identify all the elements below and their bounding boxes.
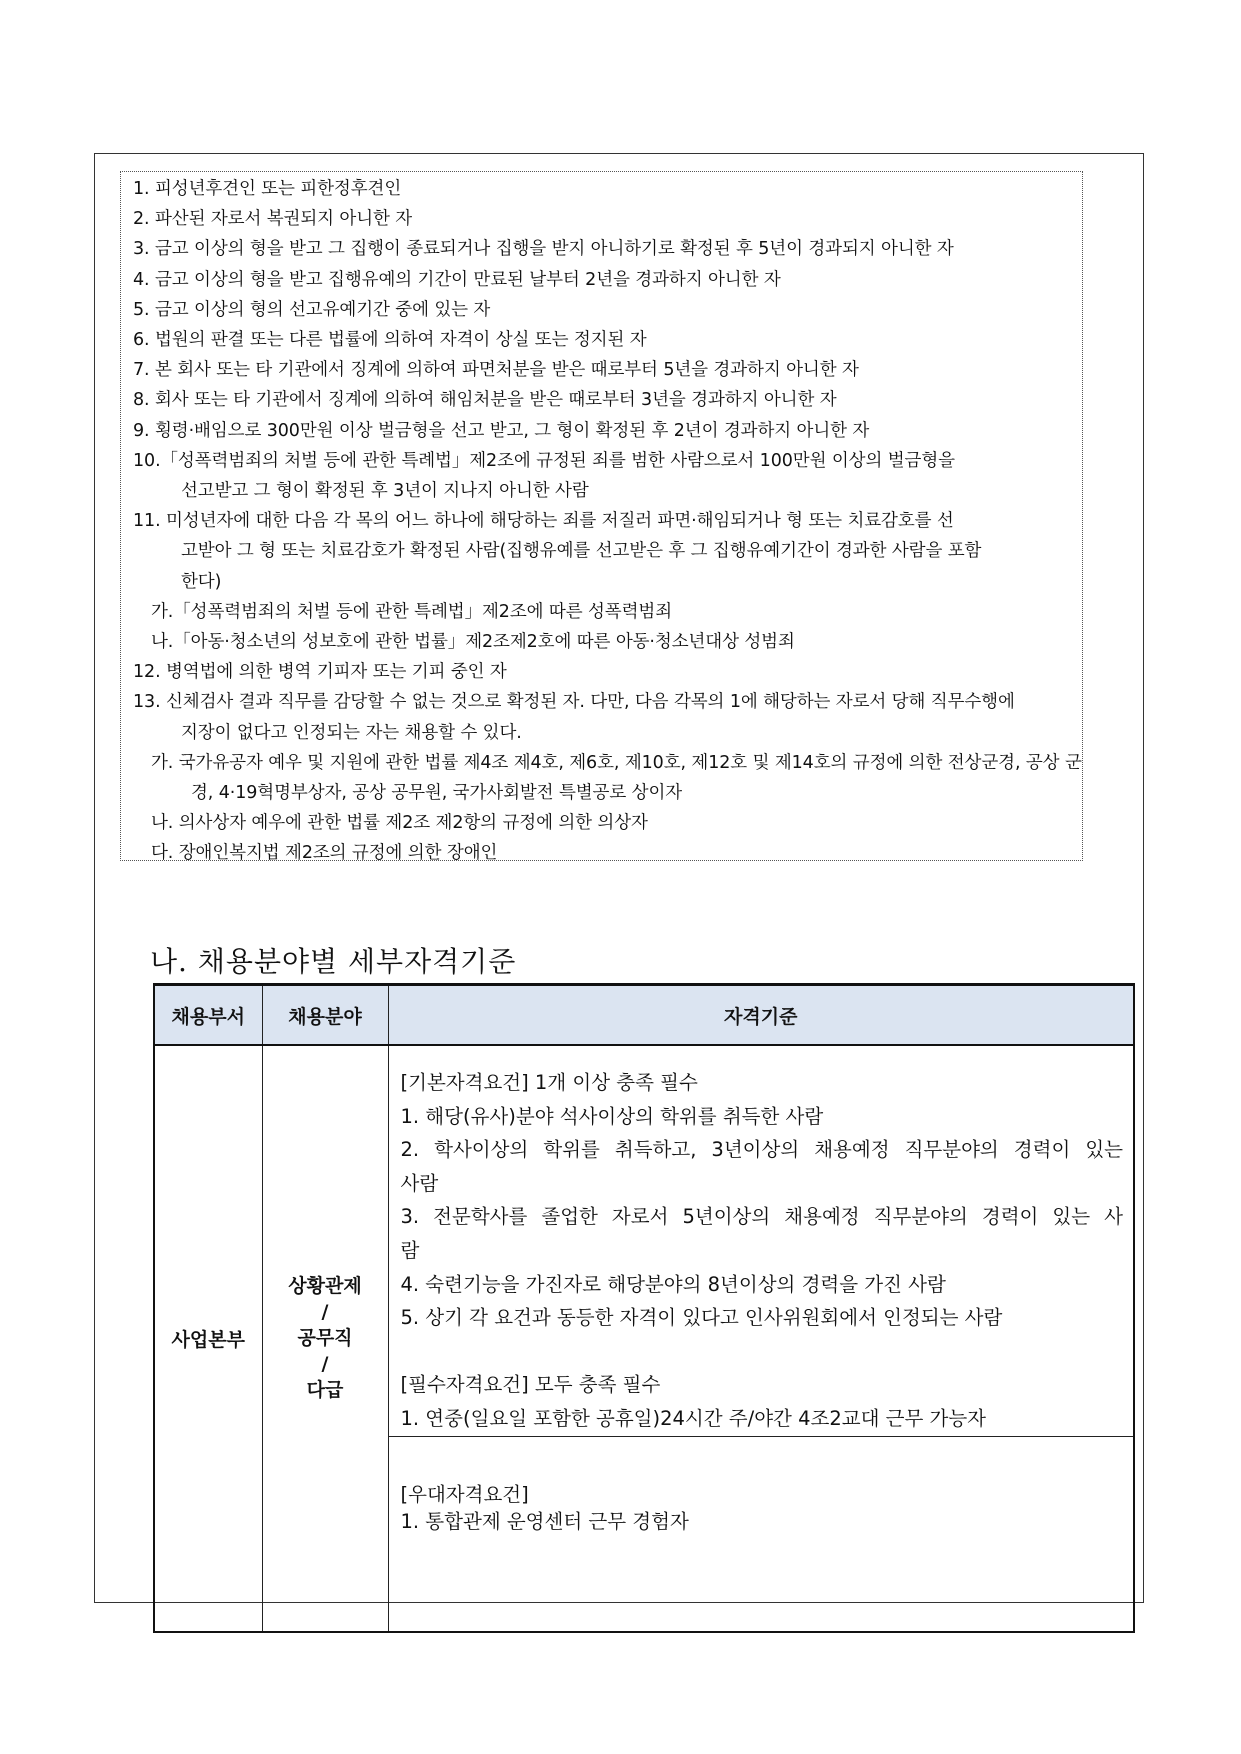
disqualification-line: 8. 회사 또는 타 기관에서 징계에 의하여 해임처분을 받은 때로부터 3년을 경과하지 아니한 자 [133, 390, 837, 411]
disqualification-line: 13. 신체검사 결과 직무를 감당할 수 없는 것으로 확정된 자. 다만, 다음 각목의 1에 해당하는 자로서 당해 직무수행에 [133, 692, 1015, 713]
disqualification-line: 가.「성폭력범죄의 처벌 등에 관한 특례법」제2조에 따른 성폭력범죄 [151, 601, 673, 622]
disqualification-line: 지장이 없다고 인정되는 자는 채용할 수 있다. [181, 722, 522, 743]
criteria-line: 1. 해당(유사)분야 석사이상의 학위를 취득한 사람 [400, 1104, 824, 1128]
basic-criteria-cell [388, 1045, 1134, 1436]
preferred-line: [우대자격요건] [400, 1482, 529, 1506]
disqualification-line: 1. 피성년후견인 또는 피한정후견인 [133, 179, 402, 199]
disqualification-line: 다. 장애인복지법 제2조의 규정에 의한 장애인 [151, 843, 498, 864]
disqualification-line: 3. 금고 이상의 형을 받고 그 집행이 종료되거나 집행을 받지 아니하기로 확정된 후 5년이 경과되지 아니한 자 [133, 239, 954, 260]
disqualification-line: 가. 국가유공자 예우 및 지원에 관한 법률 제4조 제4호, 제6호, 제10호, 제12호 및 제14호의 규정에 의한 전상군경, 공상 군 [151, 752, 1082, 773]
preferred-criteria-cell [388, 1436, 1134, 1632]
field-line: 공무직 [297, 1327, 353, 1350]
disqualification-line: 나.「아동·청소년의 성보호에 관한 법률」제2조제2호에 따른 아동·청소년대상 성범죄 [151, 632, 795, 653]
disqualification-line: 10.「성폭력범죄의 처벌 등에 관한 특례법」제2조에 규정된 죄를 범한 사람으로서 100만원 이상의 벌금형을 [133, 450, 955, 471]
disqualification-line: 7. 본 회사 또는 타 기관에서 징계에 의하여 파면처분을 받은 때로부터 5년을 경과하지 아니한 자 [133, 360, 859, 381]
disqualification-line: 6. 법원의 판결 또는 다른 법률에 의하여 자격이 상실 또는 정지된 자 [133, 330, 647, 351]
disqualification-line: 선고받고 그 형이 확정된 후 3년이 지나지 아니한 사람 [181, 481, 589, 502]
disqualification-line: 한다) [181, 571, 222, 592]
criteria-line: 사람 [400, 1171, 439, 1195]
disqualification-line: 2. 파산된 자로서 복권되지 아니한 자 [133, 209, 413, 230]
disqualification-line: 9. 횡령·배임으로 300만원 이상 벌금형을 선고 받고, 그 형이 확정된 후 2년이 경과하지 아니한 자 [133, 420, 870, 441]
disqualification-line: 나. 의사상자 예우에 관한 법률 제2조 제2항의 규정에 의한 의상자 [151, 813, 648, 834]
criteria-line: 람 [400, 1238, 420, 1262]
disqualification-line: 12. 병역법에 의한 병역 기피자 또는 기피 중인 자 [133, 662, 507, 683]
header-criteria: 자격기준 [388, 985, 1134, 1046]
criteria-line: 4. 숙련기능을 가진자로 해당분야의 8년이상의 경력을 가진 사람 [400, 1272, 946, 1296]
table-header-row [154, 985, 1134, 1046]
field-line: / [321, 1301, 329, 1324]
field-line: 상황관제 [288, 1275, 362, 1298]
field-line: 다급 [306, 1379, 344, 1402]
disqualification-line: 11. 미성년자에 대한 다음 각 목의 어느 하나에 해당하는 죄를 저질러 파면·해임되거나 형 또는 치료감호를 선 [133, 511, 954, 532]
disqualification-list [120, 171, 1083, 864]
qualification-table [153, 983, 1135, 1633]
field-line: / [321, 1353, 329, 1376]
section-title: 나. 채용분야별 세부자격기준 [150, 945, 517, 978]
disqualification-line: 4. 금고 이상의 형을 받고 집행유예의 기간이 만료된 날부터 2년을 경과하지 아니한 자 [133, 269, 781, 290]
criteria-gap [401, 1335, 1124, 1369]
table-row [154, 1045, 1134, 1436]
criteria-line: 5. 상기 각 요건과 동등한 자격이 있다고 인사위원회에서 인정되는 사람 [400, 1306, 1003, 1330]
criteria-line: 3. 전문학사를 졸업한 자로서 5년이상의 채용예정 직무분야의 경력이 있는 사 [400, 1205, 1123, 1229]
header-dept: 채용부서 [154, 985, 262, 1046]
criteria-line: 2. 학사이상의 학위를 취득하고, 3년이상의 채용예정 직무분야의 경력이 있는 [400, 1138, 1123, 1162]
criteria-line: 1. 연중(일요일 포함한 공휴일)24시간 주/야간 4조2교대 근무 가능자 [400, 1406, 986, 1430]
criteria-line: [기본자격요건] 1개 이상 충족 필수 [400, 1071, 698, 1094]
disqualification-line: 고받아 그 형 또는 치료감호가 확정된 사람(집행유예를 선고받은 후 그 집행유예기간이 경과한 사람을 포함 [181, 541, 982, 562]
disqualification-line: 5. 금고 이상의 형의 선고유예기간 중에 있는 자 [133, 299, 491, 320]
criteria-line: [필수자격요건] 모두 충족 필수 [400, 1373, 661, 1397]
header-field: 채용분야 [262, 985, 388, 1046]
dept-cell: 사업본부 [154, 1045, 262, 1632]
field-cell [262, 1045, 388, 1632]
disqualification-line: 경, 4·19혁명부상자, 공상 공무원, 국가사회발전 특별공로 상이자 [191, 783, 683, 804]
preferred-line: 1. 통합관제 운영센터 근무 경험자 [400, 1509, 689, 1533]
